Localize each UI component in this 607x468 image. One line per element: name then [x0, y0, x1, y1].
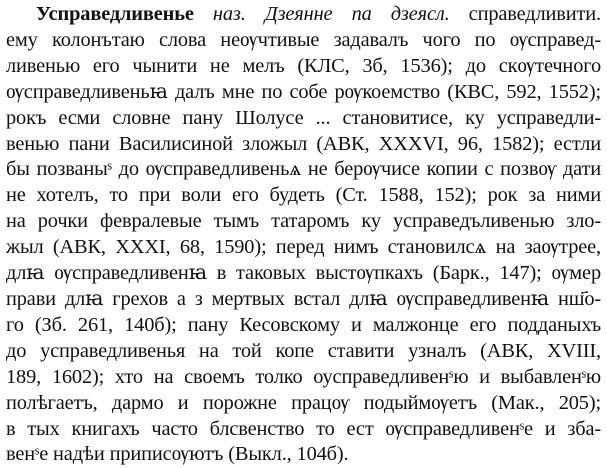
- entry-line-9: на рочки февралевые тымъ татаромъ ку усправедъливенью зло-: [6, 210, 601, 233]
- entry-line-18: венˢе надѣи приписѹютъ (Выкл., 104б).: [6, 443, 349, 466]
- entry-line-8: не хотелъ, то при воли его будеть (Ст. 1588, 152); рок за ними: [6, 184, 601, 207]
- entry-line-7: бы позваныˢ до ѹсправедливеньѧ не берѹчисе копии с позвѹ дати: [6, 158, 601, 181]
- entry-line-4: ѹсправедливеньꙗ далъ мне по собе рѹкоемство (КВС, 592, 1552);: [6, 80, 601, 103]
- entry-line-6: венью пани Василисиной зложыл (АВК, XXXVI, 96, 1582); естли: [6, 132, 601, 155]
- entry-line-15: 189, 1602); хто на своемъ толко оусправедливенˢю и выбавленˢю: [6, 365, 601, 388]
- entry-line-5: рокъ есми словне пану Шолусе ... становитисе, ку усправедли-: [6, 106, 601, 129]
- entry-line-17: в тых книгахъ часто блсвенство то ест ѹсправедливенˢе и зба-: [6, 417, 601, 440]
- entry-line-3: ливенью его чынити не мелъ (КЛС, 3б, 1536); до скѹтечного: [6, 54, 601, 77]
- entry-line-13: го (Зб. 261, 140б); пану Кесовскому и малжонце его подданыхъ: [6, 313, 601, 336]
- entry-line-14: до усправедливенья на той копе ставити узналъ (АВК, XVIII,: [6, 339, 601, 362]
- entry-line-16: полѣгаетъ, дармо и порожне працѹ подыймѹетъ (Мак., 205);: [6, 391, 601, 414]
- entry-line-10: жыл (АВК, XXXI, 68, 1590); перед нимъ становилсѧ на заѹтрее,: [6, 236, 601, 259]
- entry-line-1: [6, 2, 601, 28]
- entry-line-12: прави длꙗ грехов а з мертвых встал длꙗ ѹсправедливенꙗ нш҃о-: [6, 287, 601, 310]
- entry-headword: Усправедливенье: [36, 3, 194, 25]
- entry-line-text: справедливити.: [468, 3, 601, 25]
- entry-line-11: длꙗ ѹсправедливенꙗ в таковых выстѹпкахъ (Барк., 147); ѹмер: [6, 262, 601, 285]
- entry-line-2: ему колонътаю слова неѹчтивые задавалъ чого по ѹсправед-: [6, 28, 601, 51]
- entry-grammar: наз. Дзеянне па дзеясл.: [212, 3, 450, 25]
